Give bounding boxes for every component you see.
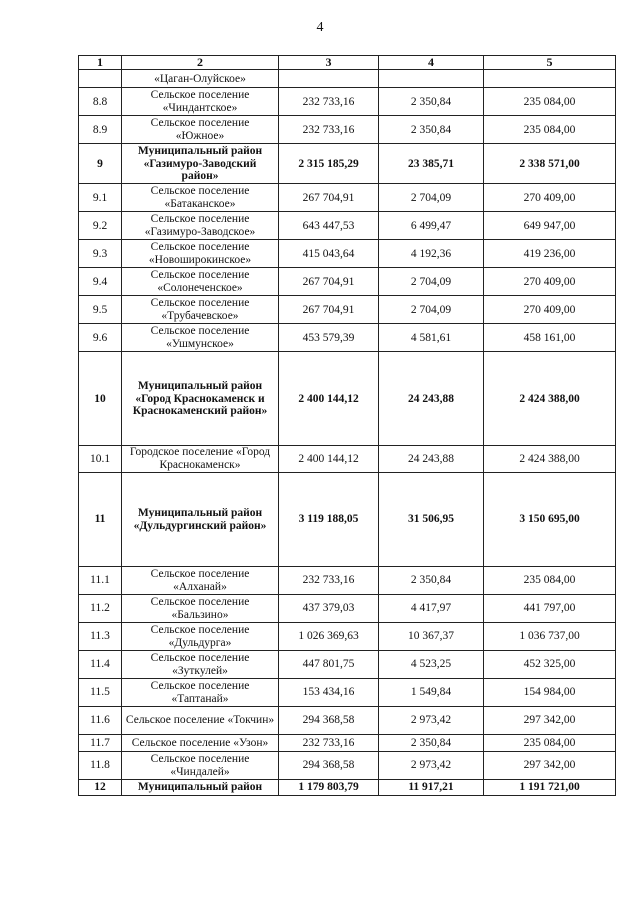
value-col-5: 441 797,00 — [484, 595, 616, 623]
value-col-4: 2 973,42 — [379, 752, 484, 780]
value-col-5: 452 325,00 — [484, 651, 616, 679]
table-row — [79, 296, 616, 324]
settlement-name: Сельское поселение «Узон» — [122, 735, 279, 752]
budget-table — [78, 55, 616, 796]
table-row — [79, 184, 616, 212]
table-row — [79, 116, 616, 144]
settlement-name: Сельское поселение «Бальзино» — [122, 595, 279, 623]
table-row — [79, 473, 616, 567]
row-number: 11.4 — [79, 651, 122, 679]
value-col-3: 232 733,16 — [279, 735, 379, 752]
value-col-4: 2 704,09 — [379, 184, 484, 212]
row-number: 9.1 — [79, 184, 122, 212]
value-col-3: 232 733,16 — [279, 88, 379, 116]
value-col-3: 453 579,39 — [279, 324, 379, 352]
settlement-name: «Цаган-Олуйское» — [122, 70, 279, 88]
value-col-4: 2 704,09 — [379, 296, 484, 324]
row-number: 9 — [79, 144, 122, 184]
value-col-4: 4 417,97 — [379, 595, 484, 623]
header-col-2: 2 — [122, 56, 279, 70]
value-col-4 — [379, 70, 484, 88]
value-col-3: 447 801,75 — [279, 651, 379, 679]
table-row — [79, 595, 616, 623]
row-number: 9.2 — [79, 212, 122, 240]
settlement-name: Сельское поселение «Трубачевское» — [122, 296, 279, 324]
value-col-3: 415 043,64 — [279, 240, 379, 268]
header-col-5: 5 — [484, 56, 616, 70]
row-number: 8.8 — [79, 88, 122, 116]
value-col-4: 4 581,61 — [379, 324, 484, 352]
row-number: 9.3 — [79, 240, 122, 268]
row-number: 12 — [79, 780, 122, 796]
value-col-4: 24 243,88 — [379, 352, 484, 446]
row-number: 11.1 — [79, 567, 122, 595]
table-row — [79, 144, 616, 184]
value-col-3: 294 368,58 — [279, 752, 379, 780]
settlement-name: Сельское поселение «Южное» — [122, 116, 279, 144]
value-col-5: 235 084,00 — [484, 567, 616, 595]
value-col-4: 11 917,21 — [379, 780, 484, 796]
settlement-name: Сельское поселение «Солонеченское» — [122, 268, 279, 296]
row-number: 11.3 — [79, 623, 122, 651]
value-col-4: 2 350,84 — [379, 735, 484, 752]
settlement-name: Сельское поселение «Дульдурга» — [122, 623, 279, 651]
value-col-3: 1 179 803,79 — [279, 780, 379, 796]
value-col-4: 6 499,47 — [379, 212, 484, 240]
row-number: 9.6 — [79, 324, 122, 352]
row-number: 11.2 — [79, 595, 122, 623]
row-number: 10 — [79, 352, 122, 446]
table-body — [79, 70, 616, 796]
value-col-4: 2 973,42 — [379, 707, 484, 735]
value-col-3: 1 026 369,63 — [279, 623, 379, 651]
value-col-3: 232 733,16 — [279, 567, 379, 595]
value-col-5: 2 338 571,00 — [484, 144, 616, 184]
value-col-4: 10 367,37 — [379, 623, 484, 651]
row-number: 11.5 — [79, 679, 122, 707]
settlement-name: Сельское поселение «Зуткулей» — [122, 651, 279, 679]
value-col-3: 2 400 144,12 — [279, 446, 379, 473]
value-col-4: 2 350,84 — [379, 567, 484, 595]
value-col-4: 23 385,71 — [379, 144, 484, 184]
value-col-3: 267 704,91 — [279, 296, 379, 324]
header-col-3: 3 — [279, 56, 379, 70]
table-header — [79, 56, 616, 70]
settlement-name: Сельское поселение «Алханай» — [122, 567, 279, 595]
row-number: 9.5 — [79, 296, 122, 324]
value-col-5: 154 984,00 — [484, 679, 616, 707]
table-row — [79, 651, 616, 679]
value-col-4: 31 506,95 — [379, 473, 484, 567]
settlement-name: Сельское поселение «Токчин» — [122, 707, 279, 735]
settlement-name: Муниципальный район «Город Краснокаменск и Краснокаменский район» — [122, 352, 279, 446]
row-number: 11.6 — [79, 707, 122, 735]
settlement-name: Сельское поселение «Чиндантское» — [122, 88, 279, 116]
row-number: 11.7 — [79, 735, 122, 752]
settlement-name: Сельское поселение «Батаканское» — [122, 184, 279, 212]
table-row — [79, 679, 616, 707]
value-col-3: 437 379,03 — [279, 595, 379, 623]
header-col-1: 1 — [79, 56, 122, 70]
row-number: 10.1 — [79, 446, 122, 473]
settlement-name: Сельское поселение «Таптанай» — [122, 679, 279, 707]
value-col-3: 643 447,53 — [279, 212, 379, 240]
value-col-4: 24 243,88 — [379, 446, 484, 473]
table-row — [79, 324, 616, 352]
value-col-5: 270 409,00 — [484, 268, 616, 296]
settlement-name: Сельское поселение «Новоширокинское» — [122, 240, 279, 268]
value-col-3: 2 315 185,29 — [279, 144, 379, 184]
value-col-4: 4 192,36 — [379, 240, 484, 268]
table-row — [79, 212, 616, 240]
value-col-4: 2 350,84 — [379, 116, 484, 144]
value-col-5: 297 342,00 — [484, 752, 616, 780]
table-row — [79, 352, 616, 446]
table-row — [79, 446, 616, 473]
row-number: 11 — [79, 473, 122, 567]
row-number: 8.9 — [79, 116, 122, 144]
page-number: 4 — [316, 20, 324, 35]
value-col-5 — [484, 70, 616, 88]
value-col-3: 294 368,58 — [279, 707, 379, 735]
table-row — [79, 735, 616, 752]
value-col-3: 267 704,91 — [279, 184, 379, 212]
table-row — [79, 268, 616, 296]
table-row — [79, 707, 616, 735]
table-row — [79, 88, 616, 116]
row-number — [79, 70, 122, 88]
value-col-3: 2 400 144,12 — [279, 352, 379, 446]
value-col-3: 153 434,16 — [279, 679, 379, 707]
value-col-5: 649 947,00 — [484, 212, 616, 240]
value-col-5: 235 084,00 — [484, 88, 616, 116]
settlement-name: Муниципальный район — [122, 780, 279, 796]
settlement-name: Сельское поселение «Ушмунское» — [122, 324, 279, 352]
value-col-5: 235 084,00 — [484, 735, 616, 752]
value-col-3: 267 704,91 — [279, 268, 379, 296]
table-row — [79, 70, 616, 88]
table-row — [79, 752, 616, 780]
value-col-5: 3 150 695,00 — [484, 473, 616, 567]
value-col-5: 270 409,00 — [484, 184, 616, 212]
settlement-name: Муниципальный район «Дульдургинский район» — [122, 473, 279, 567]
value-col-4: 4 523,25 — [379, 651, 484, 679]
value-col-5: 1 191 721,00 — [484, 780, 616, 796]
header-col-4: 4 — [379, 56, 484, 70]
value-col-3: 3 119 188,05 — [279, 473, 379, 567]
value-col-5: 297 342,00 — [484, 707, 616, 735]
table-row — [79, 567, 616, 595]
settlement-name: Городское поселение «Город Краснокаменск» — [122, 446, 279, 473]
value-col-5: 2 424 388,00 — [484, 352, 616, 446]
settlement-name: Муниципальный район «Газимуро-Заводский район» — [122, 144, 279, 184]
value-col-3 — [279, 70, 379, 88]
value-col-5: 419 236,00 — [484, 240, 616, 268]
value-col-5: 1 036 737,00 — [484, 623, 616, 651]
value-col-3: 232 733,16 — [279, 116, 379, 144]
table-row — [79, 780, 616, 796]
settlement-name: Сельское поселение «Чиндалей» — [122, 752, 279, 780]
value-col-5: 2 424 388,00 — [484, 446, 616, 473]
value-col-5: 235 084,00 — [484, 116, 616, 144]
value-col-4: 1 549,84 — [379, 679, 484, 707]
value-col-4: 2 350,84 — [379, 88, 484, 116]
row-number: 11.8 — [79, 752, 122, 780]
value-col-5: 270 409,00 — [484, 296, 616, 324]
row-number: 9.4 — [79, 268, 122, 296]
table-row — [79, 623, 616, 651]
settlement-name: Сельское поселение «Газимуро-Заводское» — [122, 212, 279, 240]
value-col-5: 458 161,00 — [484, 324, 616, 352]
table-row — [79, 240, 616, 268]
value-col-4: 2 704,09 — [379, 268, 484, 296]
